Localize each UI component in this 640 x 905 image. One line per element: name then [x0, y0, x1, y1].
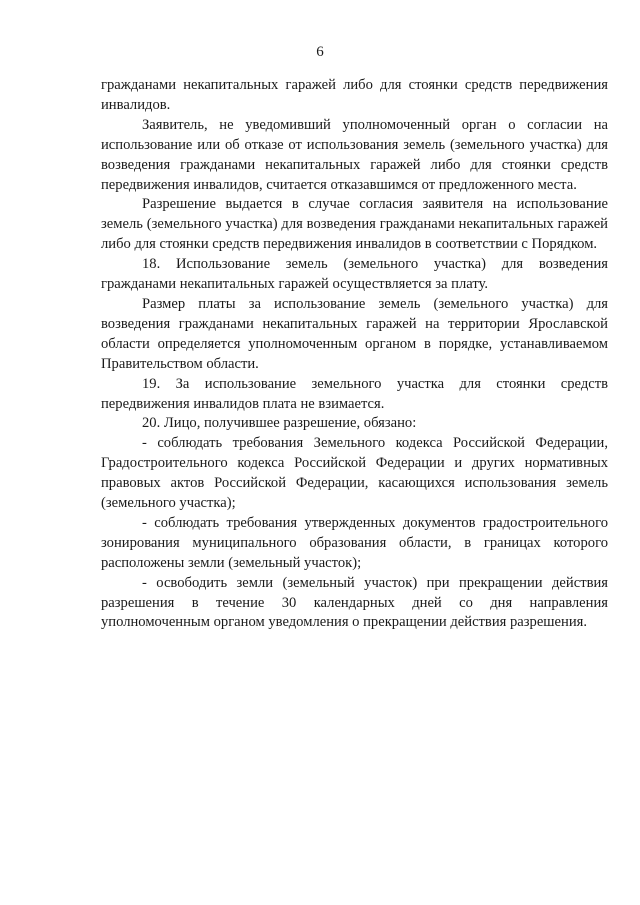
paragraph-item-18: 18. Использование земель (земельного участка) для возведения гражданами некапитальных гаражей осуществляется за плату.	[101, 256, 608, 293]
list-item-comply-codes: - соблюдать требования Земельного кодекса Российской Федерации, Градостроительного кодекса Российской Федерации и других нормативных правовых актов Российской Федерации, касающихся использования земель (земельного участка);	[101, 435, 608, 512]
paragraph-fee-amount: Размер платы за использование земель (земельного участка) для возведения гражданами некапитальных гаражей на территории Ярославской области определяется уполномоченным органом в порядке, устанавливаемом Правительством области.	[101, 295, 608, 372]
page-number: 6	[316, 44, 324, 60]
document-body	[101, 76, 608, 633]
paragraph-continuation: гражданами некапитальных гаражей либо для стоянки средств передвижения инвалидов.	[101, 77, 608, 113]
paragraph-applicant-refusal: Заявитель, не уведомивший уполномоченный орган о согласии на использование или об отказе от использования земель (земельного участка) для возведения гражданами некапитальных гаражей либо для стоянки средств передвижения инвалидов, считается отказавшимся от предложенного места.	[101, 116, 608, 193]
paragraph-permit-issued: Разрешение выдается в случае согласия заявителя на использование земель (земельного участка) для возведения гражданами некапитальных гаражей либо для стоянки средств передвижения инвалидов в соответствии с Порядком.	[101, 196, 608, 253]
paragraph-item-20: 20. Лицо, получившее разрешение, обязано:	[142, 415, 417, 432]
list-item-comply-zoning: - соблюдать требования утвержденных документов градостроительного зонирования муниципального образования области, в границах которого расположены земли (земельный участок);	[101, 514, 608, 571]
paragraph-item-19: 19. За использование земельного участка для стоянки средств передвижения инвалидов плата не взимается.	[101, 375, 608, 412]
list-item-vacate-land: - освободить земли (земельный участок) при прекращении действия разрешения в течение 30 календарных дней со дня направления уполномоченным органом уведомления о прекращении действия разрешения.	[101, 574, 608, 631]
